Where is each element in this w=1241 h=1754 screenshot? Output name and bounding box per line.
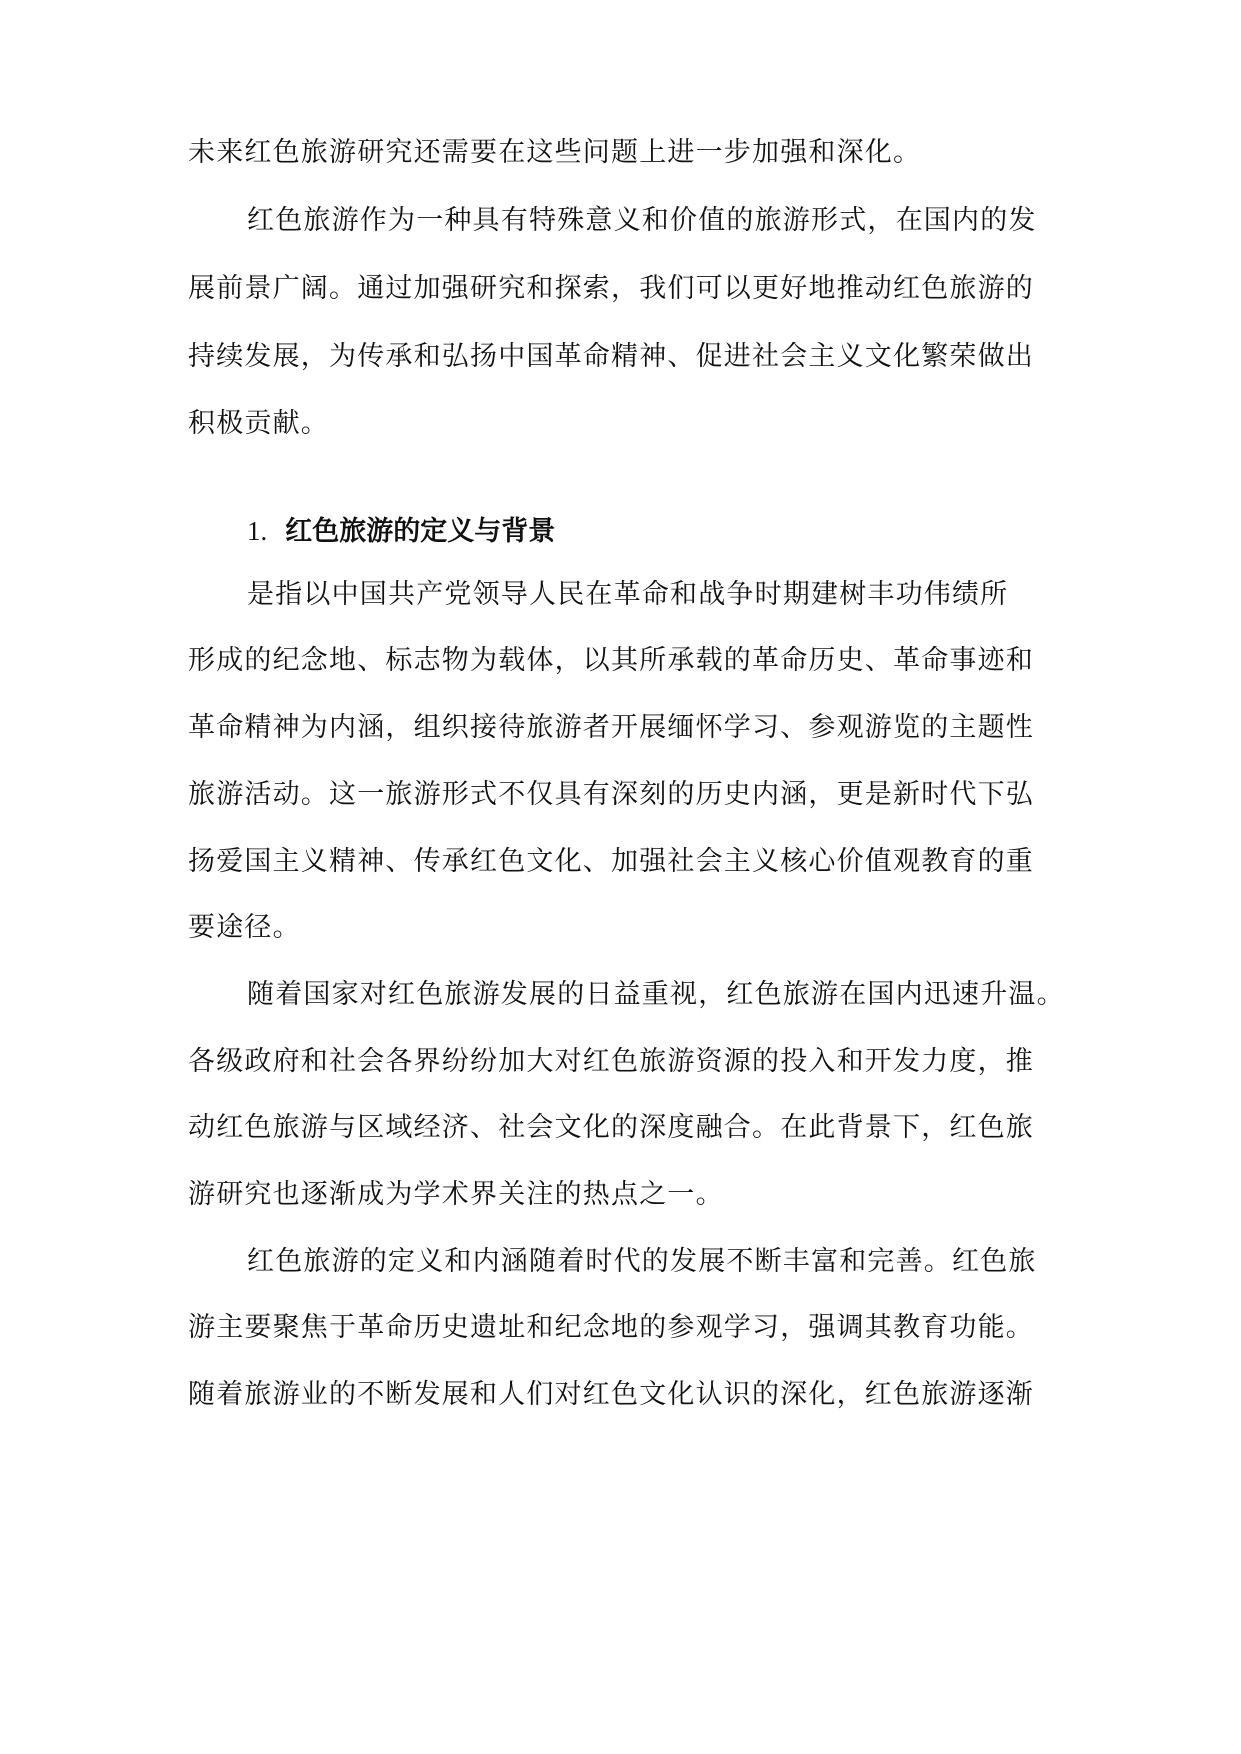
paragraph-line: 革命精神为内涵，组织接待旅游者开展缅怀学习、参观游览的主题性	[188, 712, 1034, 743]
paragraph-line: 旅游活动。这一旅游形式不仅具有深刻的历史内涵，更是新时代下弘	[188, 779, 1034, 810]
paragraph-line: 扬爱国主义精神、传承红色文化、加强社会主义核心价值观教育的重	[188, 846, 1034, 877]
paragraph-line: 形成的纪念地、标志物为载体，以其所承载的革命历史、革命事迹和	[188, 645, 1034, 676]
paragraph-line: 游主要聚焦于革命历史遗址和纪念地的参观学习，强调其教育功能。	[188, 1312, 1034, 1343]
paragraph-line: 积极贡献。	[188, 408, 329, 439]
section-number: 1.	[247, 516, 268, 546]
paragraph-line: 持续发展，为传承和弘扬中国革命精神、促进社会主义文化繁荣做出	[188, 341, 1034, 372]
paragraph-line: 动红色旅游与区域经济、社会文化的深度融合。在此背景下，红色旅	[188, 1112, 1034, 1143]
paragraph-line: 游研究也逐渐成为学术界关注的热点之一。	[188, 1179, 724, 1210]
paragraph-line: 红色旅游作为一种具有特殊意义和价值的旅游形式，在国内的发	[247, 205, 1037, 236]
section-title: 红色旅游的定义与背景	[285, 516, 556, 547]
paragraph-line: 各级政府和社会各界纷纷加大对红色旅游资源的投入和开发力度，推	[188, 1046, 1034, 1077]
section-heading	[247, 514, 555, 549]
paragraph-line: 要途径。	[188, 912, 301, 943]
paragraph-line: 是指以中国共产党领导人民在革命和战争时期建树丰功伟绩所	[247, 579, 1009, 610]
paragraph-line: 展前景广阔。通过加强研究和探索，我们可以更好地推动红色旅游的	[188, 273, 1034, 304]
paragraph-line: 随着旅游业的不断发展和人们对红色文化认识的深化，红色旅游逐渐	[188, 1379, 1034, 1410]
paragraph-line: 随着国家对红色旅游发展的日益重视，红色旅游在国内迅速升温。	[247, 979, 1065, 1010]
paragraph-line: 未来红色旅游研究还需要在这些问题上进一步加强和深化。	[188, 137, 922, 168]
paragraph-line: 红色旅游的定义和内涵随着时代的发展不断丰富和完善。红色旅	[247, 1246, 1037, 1277]
